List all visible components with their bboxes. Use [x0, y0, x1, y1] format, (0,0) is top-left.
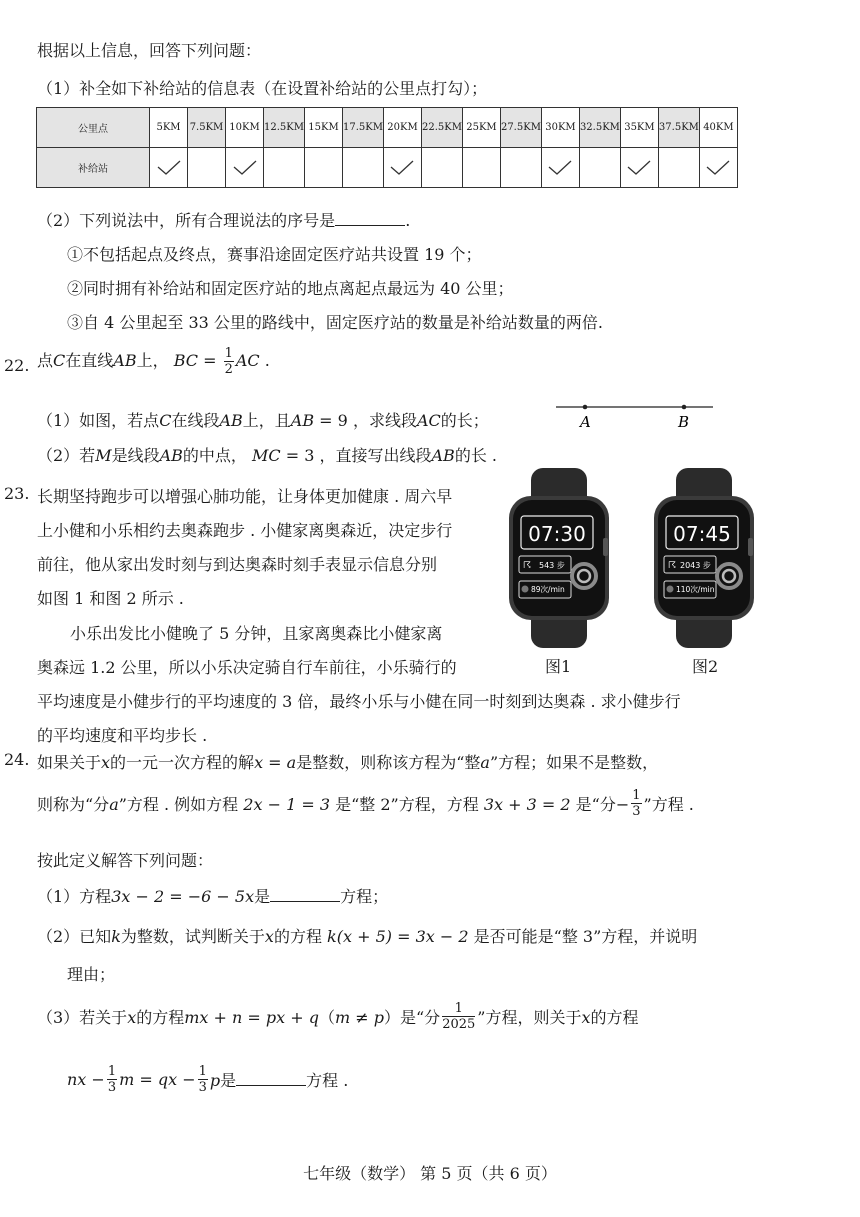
station-cell[interactable]	[620, 148, 658, 188]
q21-part2-end: .	[405, 211, 411, 230]
equals: =	[198, 351, 222, 370]
fraction-third: $\frac{1}{3}$	[632, 788, 641, 819]
q23-line2: 上小健和小乐相约去奥森跑步 . 小健家离奥森近，决定步行	[37, 521, 453, 540]
checkmark-icon	[390, 160, 414, 176]
point-B	[682, 405, 687, 410]
station-row	[37, 148, 738, 188]
q22-number: 22.	[4, 356, 30, 375]
watch1-steps: 543 步	[539, 561, 565, 570]
answer-blank[interactable]	[236, 1084, 306, 1086]
var-AB: AB	[113, 351, 137, 370]
km-cell: 5KM	[150, 108, 188, 148]
statement-2: ②同时拥有补给站和固定医疗站的地点离起点最远为 40 公里；	[67, 279, 514, 298]
fraction-third-m: $\frac{1}{3}$	[107, 1064, 117, 1095]
q22-text-b: 在直线	[65, 351, 114, 370]
q23-number: 23.	[4, 484, 30, 503]
heart-icon	[667, 586, 674, 593]
km-header: 公里点	[37, 108, 150, 148]
fraction-half: $\frac{1}{2}$	[224, 346, 233, 377]
answer-blank[interactable]	[270, 900, 340, 902]
supply-station-table	[36, 107, 738, 188]
q24-line3: 按此定义解答下列问题：	[37, 851, 214, 870]
q22-text-a: 点	[37, 351, 54, 370]
station-cell[interactable]	[188, 148, 226, 188]
station-cell[interactable]	[264, 148, 305, 188]
var-BC: BC	[173, 351, 198, 370]
watch2-caption: 图2	[692, 657, 719, 676]
q24-line2: 则称为“分a”方程 . 例如方程 2x − 1 = 3 是“整 2”方程，方程 3x + 3 = 2 是“分− $\frac{1}{3}$ ”方程 .	[37, 788, 694, 819]
q24-part1: （1）方程3x − 2 = −6 − 5x是 方程；	[37, 887, 389, 906]
statement-1: ①不包括起点及终点，赛事沿途固定医疗站共设置 19 个；	[67, 245, 482, 264]
checkmark-icon	[548, 160, 572, 176]
station-cell[interactable]	[304, 148, 342, 188]
q23-line1: 长期坚持跑步可以增强心肺功能，让身体更加健康 . 周六早	[37, 487, 453, 506]
station-cell[interactable]	[383, 148, 421, 188]
km-cell: 30KM	[541, 108, 579, 148]
q24-part2-cont: 理由；	[67, 965, 116, 984]
intro-text: 根据以上信息，回答下列问题：	[37, 41, 262, 60]
heart-icon	[522, 586, 529, 593]
checkmark-icon	[706, 160, 730, 176]
station-cell[interactable]	[699, 148, 737, 188]
station-header: 补给站	[37, 148, 150, 188]
km-cell: 12.5KM	[264, 108, 305, 148]
page-footer: 七年级（数学） 第 5 页（共 6 页）	[303, 1164, 557, 1183]
watch1-time: 07:30	[528, 522, 586, 546]
q21-part1: （1）补全如下补给站的信息表（在设置补给站的公里点打勾）；	[37, 79, 488, 98]
q21-part2-text: （2）下列说法中，所有合理说法的序号是	[37, 211, 336, 230]
km-cell: 32.5KM	[579, 108, 620, 148]
label-B: B	[678, 413, 690, 431]
km-row	[37, 108, 738, 148]
line-segment-diagram	[553, 398, 718, 434]
q22-text-end: .	[259, 351, 270, 370]
station-cell[interactable]	[226, 148, 264, 188]
station-cell[interactable]	[658, 148, 699, 188]
fraction-1-over-2025: $\frac{1}{2025}$	[442, 1001, 476, 1032]
point-A	[583, 405, 588, 410]
statement-3: ③自 4 公里起至 33 公里的路线中，固定医疗站的数量是补给站数量的两倍.	[67, 313, 603, 332]
runner-icon: ☈	[523, 561, 532, 571]
q24-line1: 如果关于x的一元一次方程的解x = a是整数，则称该方程为“整a”方程；如果不是整数，	[37, 753, 659, 772]
q24-part2: （2）已知k为整数，试判断关于x的方程 k(x + 5) = 3x − 2 是否可能是“整 3”方程，并说明	[37, 927, 698, 946]
q22-text-c: 上，	[136, 351, 169, 370]
q24-part3: （3）若关于x的方程mx + n = px + q（m ≠ p）是“分 $\frac{1}{2025}$ ”方程，则关于x的方程	[37, 1001, 639, 1032]
q22-stem	[37, 346, 270, 377]
checkmark-icon	[157, 160, 181, 176]
q23-line4: 如图 1 和图 2 所示 .	[37, 589, 184, 608]
q24-number: 24.	[4, 750, 30, 769]
station-cell[interactable]	[421, 148, 462, 188]
station-cell[interactable]	[342, 148, 383, 188]
fraction-third-p: $\frac{1}{3}$	[198, 1064, 207, 1095]
q23-line8: 的平均速度和平均步长 .	[37, 726, 208, 745]
checkmark-icon	[233, 160, 257, 176]
watch-figure-1	[509, 468, 609, 648]
station-cell[interactable]	[150, 148, 188, 188]
km-cell: 17.5KM	[342, 108, 383, 148]
watch1-rate: 89次/min	[531, 585, 565, 594]
q23-line5: 小乐出发比小健晚了 5 分钟，且家离奥森比小健家离	[70, 624, 443, 643]
watch2-steps: 2043 步	[680, 561, 711, 570]
km-cell: 15KM	[304, 108, 342, 148]
km-cell: 25KM	[462, 108, 500, 148]
watch2-rate: 110次/min	[676, 585, 715, 594]
q21-part2	[37, 208, 410, 231]
watch2-time: 07:45	[673, 522, 731, 546]
answer-blank[interactable]	[335, 224, 405, 226]
station-cell[interactable]	[462, 148, 500, 188]
q23-line3: 前往，他从家出发时刻与到达奥森时刻手表显示信息分别	[37, 555, 438, 574]
watch-figure-2	[654, 468, 754, 648]
km-cell: 35KM	[620, 108, 658, 148]
var-C: C	[53, 351, 66, 370]
runner-icon: ☈	[668, 561, 677, 571]
q22-part1: （1）如图，若点C在线段AB上，且AB = 9 ，求线段AC的长；	[37, 411, 489, 430]
km-cell: 22.5KM	[421, 108, 462, 148]
station-cell[interactable]	[541, 148, 579, 188]
km-cell: 40KM	[699, 108, 737, 148]
km-cell: 27.5KM	[500, 108, 541, 148]
label-A: A	[580, 413, 591, 431]
q24-part3-line2: nx − $\frac{1}{3}$ m = qx − $\frac{1}{3}$ p是 方程 .	[67, 1064, 349, 1095]
checkmark-icon	[627, 160, 651, 176]
station-cell[interactable]	[579, 148, 620, 188]
station-cell[interactable]	[500, 148, 541, 188]
km-cell: 37.5KM	[658, 108, 699, 148]
km-cell: 7.5KM	[188, 108, 226, 148]
q22-part2: （2）若M是线段AB的中点， MC = 3 ，直接写出线段AB的长 .	[37, 446, 497, 465]
watch1-caption: 图1	[545, 657, 572, 676]
var-AC: AC	[235, 351, 260, 370]
q23-line6: 奥森远 1.2 公里，所以小乐决定骑自行车前往，小乐骑行的	[37, 658, 457, 677]
q23-line7: 平均速度是小健步行的平均速度的 3 倍，最终小乐与小健在同一时刻到达奥森 . 求小健步行	[37, 692, 681, 711]
km-cell: 10KM	[226, 108, 264, 148]
km-cell: 20KM	[383, 108, 421, 148]
